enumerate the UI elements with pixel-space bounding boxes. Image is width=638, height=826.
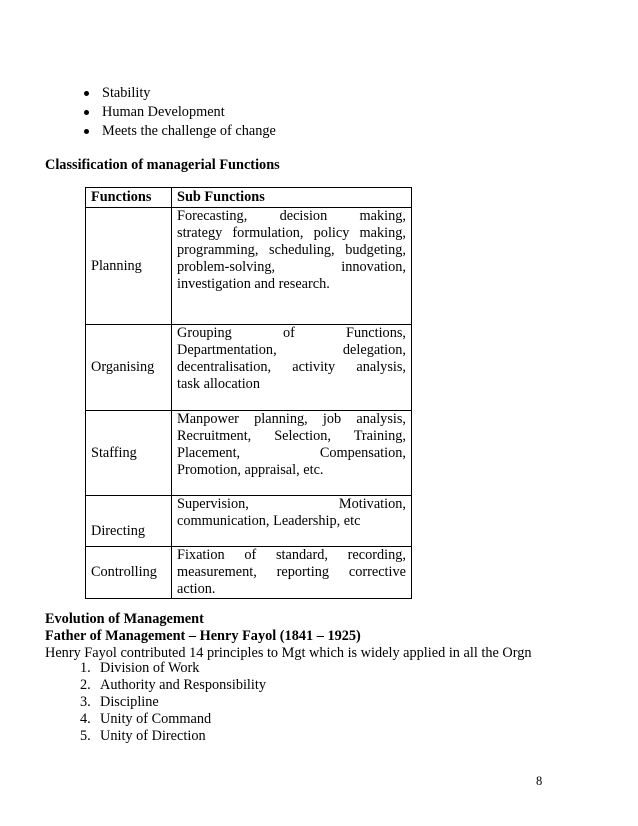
sub-line: Forecasting, decision making, xyxy=(177,208,406,224)
sub-functions-cell xyxy=(172,208,412,325)
table-row xyxy=(86,547,412,599)
classification-heading: Classification of managerial Functions xyxy=(45,157,280,173)
sub-line: strategy formulation, policy making, xyxy=(177,225,406,241)
list-item: Human Development xyxy=(80,103,276,122)
list-number: 3. xyxy=(80,694,91,710)
list-text: Unity of Command xyxy=(100,711,212,727)
sub-line: programming, scheduling, budgeting, xyxy=(177,242,406,258)
sub-line: Grouping of Functions, xyxy=(177,325,406,341)
principles-list xyxy=(80,660,266,745)
sub-line: measurement, reporting corrective xyxy=(177,564,406,580)
sub-line: action. xyxy=(177,581,216,597)
table-row xyxy=(86,325,412,411)
list-number: 4. xyxy=(80,711,91,727)
list-item: Stability xyxy=(80,84,276,103)
list-number: 2. xyxy=(80,677,91,693)
table-row xyxy=(86,411,412,496)
page-number: 8 xyxy=(536,774,543,788)
paragraph: Henry Fayol contributed 14 principles to Mgt which is widely applied in all the Orgn xyxy=(45,645,532,661)
list-item xyxy=(80,728,266,745)
sub-functions-cell xyxy=(172,411,412,496)
column-header-sub-functions: Sub Functions xyxy=(172,188,412,208)
function-cell: Planning xyxy=(86,208,172,325)
sub-line: Fixation of standard, recording, xyxy=(177,547,406,563)
sub-line: Recruitment, Selection, Training, xyxy=(177,428,406,444)
functions-table xyxy=(85,187,412,599)
list-number: 1. xyxy=(80,660,91,676)
table-header-row xyxy=(86,188,412,208)
sub-line: Supervision, Motivation, xyxy=(177,496,406,512)
function-cell: Controlling xyxy=(86,547,172,599)
list-item: Meets the challenge of change xyxy=(80,122,276,141)
sub-line: communication, Leadership, etc xyxy=(177,513,361,529)
list-item xyxy=(80,677,266,694)
list-text: Discipline xyxy=(100,694,159,710)
list-item xyxy=(80,711,266,728)
sub-functions-cell xyxy=(172,496,412,547)
function-cell: Staffing xyxy=(86,411,172,496)
list-text: Division of Work xyxy=(100,660,200,676)
table-row xyxy=(86,496,412,547)
list-number: 5. xyxy=(80,728,91,744)
sub-line: Placement, Compensation, xyxy=(177,445,406,461)
list-item xyxy=(80,660,266,677)
sub-line: task allocation xyxy=(177,376,260,392)
sub-line: investigation and research. xyxy=(177,276,330,292)
sub-line: Manpower planning, job analysis, xyxy=(177,411,406,427)
sub-functions-cell xyxy=(172,325,412,411)
function-cell: Directing xyxy=(86,496,172,547)
bullet-list xyxy=(80,84,276,141)
sub-line: Promotion, appraisal, etc. xyxy=(177,462,324,478)
list-text: Unity of Direction xyxy=(100,728,206,744)
sub-functions-cell xyxy=(172,547,412,599)
evolution-heading: Evolution of Management xyxy=(45,611,204,627)
sub-line: Departmentation, delegation, xyxy=(177,342,406,358)
father-heading: Father of Management – Henry Fayol (1841 – 1925) xyxy=(45,628,361,644)
function-cell: Organising xyxy=(86,325,172,411)
table-row xyxy=(86,208,412,325)
sub-line: decentralisation, activity analysis, xyxy=(177,359,406,375)
sub-line: problem-solving, innovation, xyxy=(177,259,406,275)
column-header-functions: Functions xyxy=(86,188,172,208)
list-text: Authority and Responsibility xyxy=(100,677,266,693)
list-item xyxy=(80,694,266,711)
